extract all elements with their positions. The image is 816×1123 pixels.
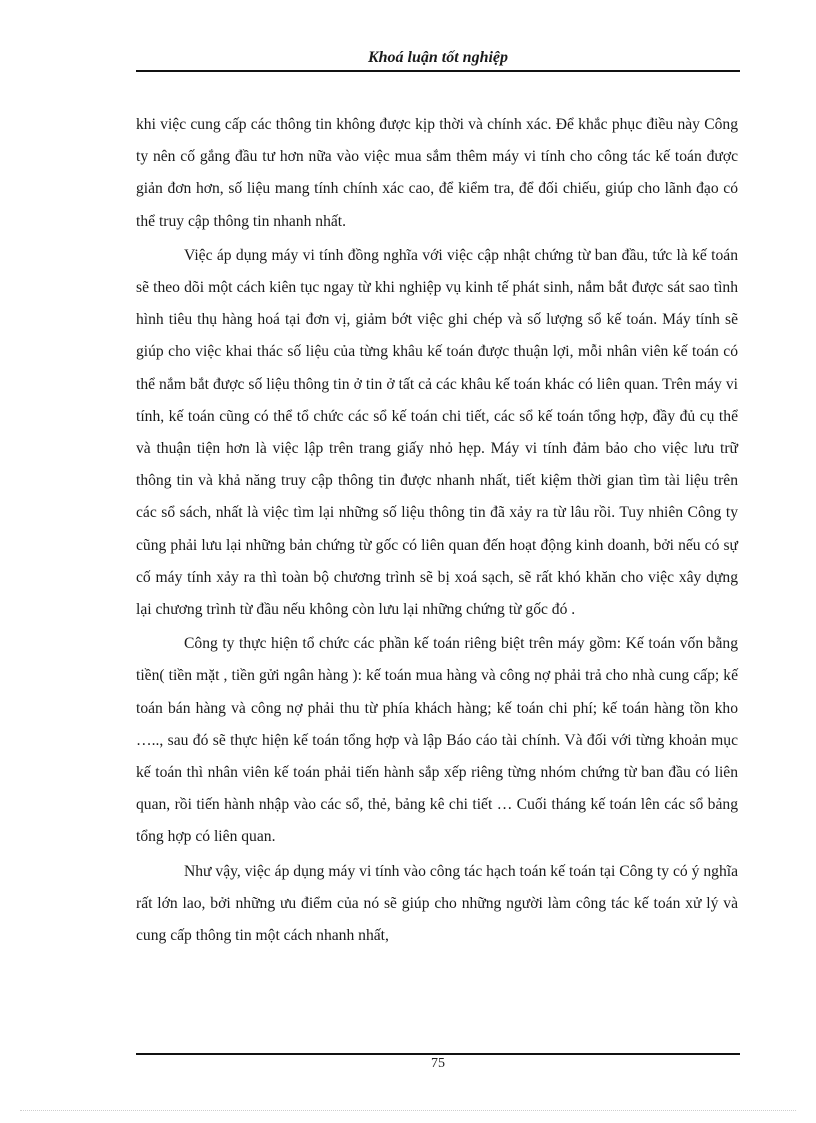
paragraph-conclusion: Như vậy, việc áp dụng máy vi tính vào công tác hạch toán kế toán tại Công ty có ý nghĩa rất lớn lao, bởi những ưu điểm của nó sẽ giúp cho những người làm công tác kế toán xử lý và cung cấp thông tin một cách nhanh nhất, — [136, 862, 738, 945]
page-header-title: Khoá luận tốt nghiệp — [367, 49, 509, 66]
header-divider — [136, 70, 740, 72]
document-body — [136, 109, 738, 954]
page-number: 75 — [431, 1056, 445, 1071]
paragraph-continuation: khi việc cung cấp các thông tin không được kịp thời và chính xác. Để khắc phục điều này Công ty nên cố gắng đầu tư hơn nữa vào việc mua sắm thêm máy vi tính cho công tác kế toán được giản đơn hơn, số liệu mang tính chính xác cao, để kiểm tra, để đối chiếu, giúp cho lãnh đạo có thể truy cập thông tin nhanh nhất. — [136, 116, 738, 230]
page-edge-dotted-line — [20, 1110, 796, 1111]
paragraph-computer-use: Việc áp dụng máy vi tính đồng nghĩa với việc cập nhật chứng từ ban đầu, tức là kế toán sẽ theo dõi một cách kiên tục ngay từ khi nghiệp vụ kinh tế phát sinh, nắm bắt được sát sao tình hình tiêu thụ hàng hoá tại đơn vị, giảm bớt việc ghi chép và số lượng sổ kế toán. Máy tính sẽ giúp cho việc khai thác số liệu của từng khâu kế toán được thuận lợi, mỗi nhân viên kế toán có thể nắm bắt được số liệu thông tin ở tin ở tất cả các khâu kế toán khác có liên quan. Trên máy vi tính, kế toán cũng có thể tổ chức các sổ kế toán chi tiết, các sổ kế toán tổng hợp, đầy đủ cụ thể và thuận tiện hơn là việc lập trên trang giấy nhỏ hẹp. Máy vi tính đảm bảo cho việc lưu trữ thông tin và khả năng truy cập thông tin được nhanh nhất, tiết kiệm thời gian tìm tài liệu trên các sổ sách, nhất là việc tìm lại những số liệu thông tin đã xảy ra từ lâu rồi. Tuy nhiên Công ty cũng phải lưu lại những bản chứng từ gốc có liên quan đến hoạt động kinh doanh, bởi nếu có sự cố máy tính xảy ra thì toàn bộ chương trình sẽ bị xoá sạch, sẽ rất khó khăn cho việc xây dựng lại chương trình từ đầu nếu không còn lưu lại những chứng từ gốc đó . — [136, 246, 738, 619]
paragraph-accounting-parts: Công ty thực hiện tổ chức các phần kế toán riêng biệt trên máy gồm: Kế toán vốn bằng tiền( tiền mặt , tiền gửi ngân hàng ): kế toán mua hàng và công nợ phải trả cho nhà cung cấp; kế toán bán hàng và công nợ phải thu từ phía khách hàng; kế toán chi phí; kế toán hàng tồn kho ….., sau đó sẽ thực hiện kế toán tổng hợp và lập Báo cáo tài chính. Và đối với từng khoản mục kế toán thì nhân viên kế toán phải tiến hành sắp xếp riêng từng nhóm chứng từ ban đầu có liên quan, rồi tiến hành nhập vào các sổ, thẻ, bảng kê chi tiết … Cuối tháng kế toán lên các sổ bảng tổng hợp có liên quan. — [136, 635, 738, 846]
